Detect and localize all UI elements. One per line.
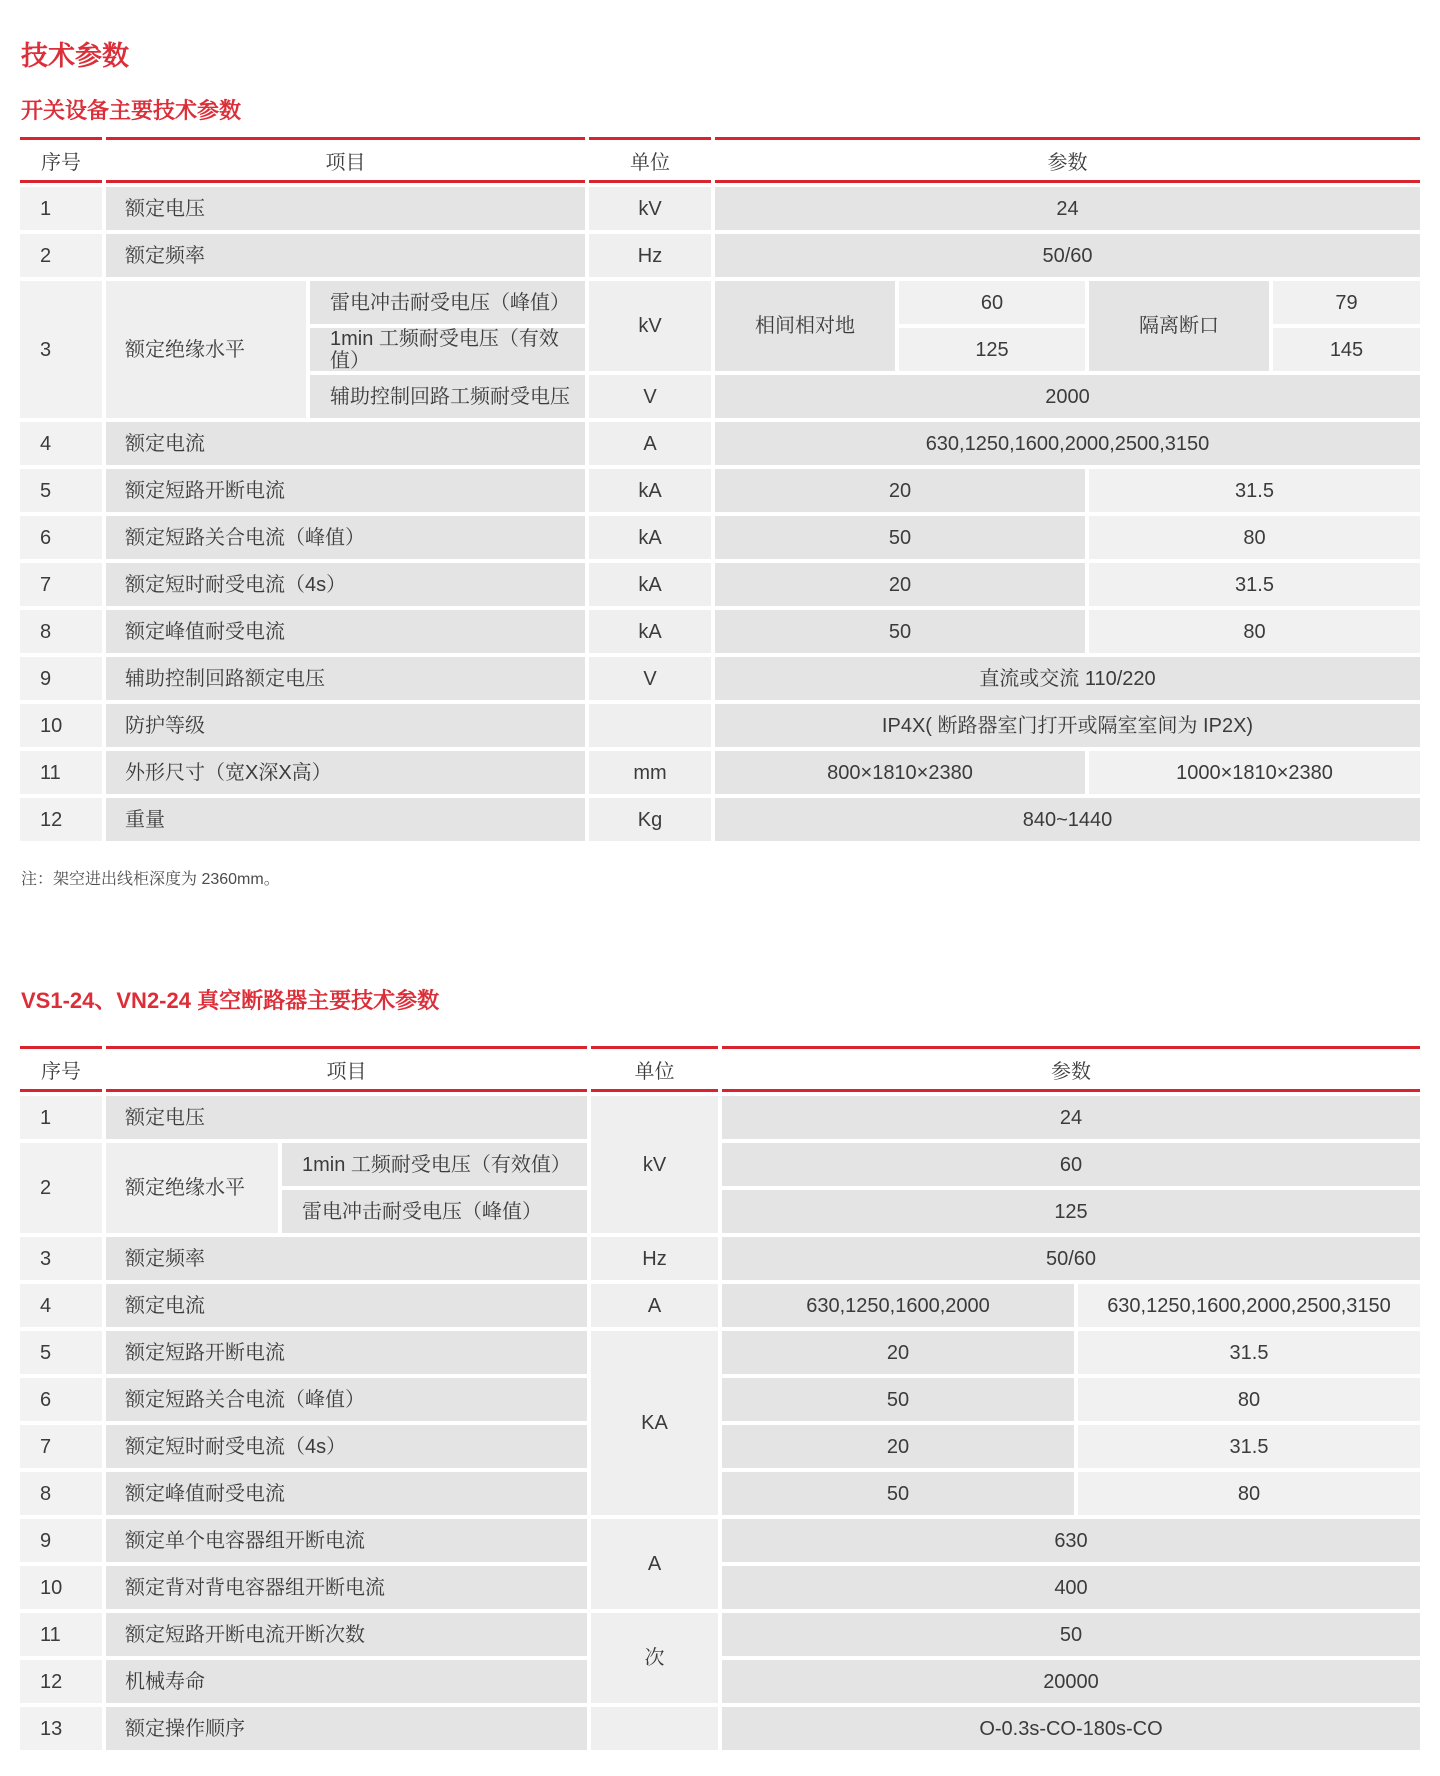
t2-r11-no: 11 (20, 1613, 102, 1656)
t1-r9-unit: V (589, 657, 711, 700)
t2-r9-unit: A (591, 1519, 718, 1609)
t1-r3-sub2: 1min 工频耐受电压（有效值） (310, 328, 585, 371)
t2-r1-param: 24 (722, 1096, 1420, 1139)
t2-r2-param-sub2: 125 (722, 1190, 1420, 1233)
t1-r11-item: 外形尺寸（宽X深X高） (106, 751, 585, 794)
t1-r2-no: 2 (20, 234, 102, 277)
t1-r2-param: 50/60 (715, 234, 1420, 277)
t1-r3-unit-kv: kV (589, 281, 711, 371)
t2-r9-no: 9 (20, 1519, 102, 1562)
t1-r1-unit: kV (589, 187, 711, 230)
t2-r2-param-sub1: 60 (722, 1143, 1420, 1186)
t2-r9-item: 额定单个电容器组开断电流 (106, 1519, 587, 1562)
t1-r5-unit: kA (589, 469, 711, 512)
t2-r4-param-a: 630,1250,1600,2000 (722, 1284, 1074, 1327)
t2-r10-item: 额定背对背电容器组开断电流 (106, 1566, 587, 1609)
t1-r7-param-b: 31.5 (1089, 563, 1420, 606)
t1-r11-unit: mm (589, 751, 711, 794)
t1-r8-unit: kA (589, 610, 711, 653)
t1-r12-unit: Kg (589, 798, 711, 841)
t2-r5-param-a: 20 (722, 1331, 1074, 1374)
table1-header (20, 137, 1420, 183)
t1-header-unit: 单位 (589, 137, 711, 183)
t2-r9-param: 630 (722, 1519, 1420, 1562)
t1-header-item: 项目 (106, 137, 585, 183)
t2-header-param: 参数 (722, 1046, 1420, 1092)
t1-r4-unit: A (589, 422, 711, 465)
t2-r8-param-b: 80 (1078, 1472, 1420, 1515)
t2-r1-unit: kV (591, 1096, 718, 1233)
section2-title: VS1-24、VN2-24 真空断路器主要技术参数 (21, 988, 440, 1013)
t2-r4-param-b: 630,1250,1600,2000,2500,3150 (1078, 1284, 1420, 1327)
t2-r8-param-a: 50 (722, 1472, 1074, 1515)
t2-r11-item: 额定短路开断电流开断次数 (106, 1613, 587, 1656)
section1-title: 开关设备主要技术参数 (21, 98, 242, 123)
t1-r3-sub3: 辅助控制回路工频耐受电压 (310, 375, 585, 418)
t1-r3-group2-bottom: 145 (1273, 328, 1420, 371)
t2-r4-unit: A (591, 1284, 718, 1327)
t2-r6-param-a: 50 (722, 1378, 1074, 1421)
t1-r8-no: 8 (20, 610, 102, 653)
t2-r2-no: 2 (20, 1143, 102, 1233)
t2-r10-no: 10 (20, 1566, 102, 1609)
t1-r3-param-sub3: 2000 (715, 375, 1420, 418)
table1-body (20, 187, 1420, 841)
t2-r7-param-a: 20 (722, 1425, 1074, 1468)
table2-body (20, 1096, 1420, 1750)
t1-r4-param: 630,1250,1600,2000,2500,3150 (715, 422, 1420, 465)
t1-r6-item: 额定短路关合电流（峰值） (106, 516, 585, 559)
table2-header (20, 1046, 1420, 1092)
switchgear-parameters-table (20, 137, 1420, 841)
t2-r1-item: 额定电压 (106, 1096, 587, 1139)
t1-r8-item: 额定峰值耐受电流 (106, 610, 585, 653)
t1-r7-param-a: 20 (715, 563, 1085, 606)
t1-r3-group1-label: 相间相对地 (715, 281, 895, 371)
t1-r6-unit: kA (589, 516, 711, 559)
t2-r12-no: 12 (20, 1660, 102, 1703)
t2-r6-no: 6 (20, 1378, 102, 1421)
t1-r5-param-a: 20 (715, 469, 1085, 512)
t2-r7-param-b: 31.5 (1078, 1425, 1420, 1468)
t2-r13-param: O-0.3s-CO-180s-CO (722, 1707, 1420, 1750)
t2-r5-param-b: 31.5 (1078, 1331, 1420, 1374)
t1-r12-no: 12 (20, 798, 102, 841)
t1-r12-param: 840~1440 (715, 798, 1420, 841)
t2-r8-item: 额定峰值耐受电流 (106, 1472, 587, 1515)
t1-r10-unit (589, 704, 711, 747)
t2-r3-item: 额定频率 (106, 1237, 587, 1280)
t1-r3-group2-label: 隔离断口 (1089, 281, 1269, 371)
t1-r10-param: IP4X( 断路器室门打开或隔室室间为 IP2X) (715, 704, 1420, 747)
t1-r5-item: 额定短路开断电流 (106, 469, 585, 512)
t1-r10-item: 防护等级 (106, 704, 585, 747)
t2-r2-sub2: 雷电冲击耐受电压（峰值） (282, 1190, 587, 1233)
t2-r6-item: 额定短路关合电流（峰值） (106, 1378, 587, 1421)
t2-header-unit: 单位 (591, 1046, 718, 1092)
t2-r3-param: 50/60 (722, 1237, 1420, 1280)
t1-r3-no: 3 (20, 281, 102, 418)
t2-r13-no: 13 (20, 1707, 102, 1750)
t1-r6-param-a: 50 (715, 516, 1085, 559)
t2-r12-param: 20000 (722, 1660, 1420, 1703)
t1-r2-unit: Hz (589, 234, 711, 277)
t1-r12-item: 重量 (106, 798, 585, 841)
vacuum-breaker-parameters-table (20, 1046, 1420, 1750)
t1-r2-item: 额定频率 (106, 234, 585, 277)
table1-footnote: 注：架空进出线柜深度为 2360mm。 (21, 871, 280, 888)
t1-r11-param-b: 1000×1810×2380 (1089, 751, 1420, 794)
t1-r1-param: 24 (715, 187, 1420, 230)
t1-r3-group1-top: 60 (899, 281, 1085, 324)
t1-r9-item: 辅助控制回路额定电压 (106, 657, 585, 700)
t1-r9-no: 9 (20, 657, 102, 700)
t1-r11-no: 11 (20, 751, 102, 794)
t2-header-item: 项目 (106, 1046, 587, 1092)
t2-r4-item: 额定电流 (106, 1284, 587, 1327)
t1-r5-param-b: 31.5 (1089, 469, 1420, 512)
t1-r10-no: 10 (20, 704, 102, 747)
t1-r3-unit-v: V (589, 375, 711, 418)
t2-r7-no: 7 (20, 1425, 102, 1468)
t1-r3-item: 额定绝缘水平 (106, 281, 306, 418)
t2-r10-param: 400 (722, 1566, 1420, 1609)
t2-r5-unit: KA (591, 1331, 718, 1515)
t2-r13-unit (591, 1707, 718, 1750)
t2-r4-no: 4 (20, 1284, 102, 1327)
t2-r5-no: 5 (20, 1331, 102, 1374)
t2-r11-param: 50 (722, 1613, 1420, 1656)
t1-r3-group1-bottom: 125 (899, 328, 1085, 371)
t1-header-param: 参数 (715, 137, 1420, 183)
t1-r7-item: 额定短时耐受电流（4s） (106, 563, 585, 606)
t1-r11-param-a: 800×1810×2380 (715, 751, 1085, 794)
t1-r7-unit: kA (589, 563, 711, 606)
t2-r8-no: 8 (20, 1472, 102, 1515)
t2-r2-item: 额定绝缘水平 (106, 1143, 278, 1233)
t2-header-no: 序号 (20, 1046, 102, 1092)
t1-r1-no: 1 (20, 187, 102, 230)
t2-r3-no: 3 (20, 1237, 102, 1280)
t1-r6-no: 6 (20, 516, 102, 559)
t1-r6-param-b: 80 (1089, 516, 1420, 559)
t1-r7-no: 7 (20, 563, 102, 606)
t2-r3-unit: Hz (591, 1237, 718, 1280)
t2-r11-unit: 次 (591, 1613, 718, 1703)
t1-r8-param-b: 80 (1089, 610, 1420, 653)
t2-r7-item: 额定短时耐受电流（4s） (106, 1425, 587, 1468)
t1-r5-no: 5 (20, 469, 102, 512)
t1-r3-group2-top: 79 (1273, 281, 1420, 324)
t2-r2-sub1: 1min 工频耐受电压（有效值） (282, 1143, 587, 1186)
t1-r4-no: 4 (20, 422, 102, 465)
t2-r12-item: 机械寿命 (106, 1660, 587, 1703)
t1-r3-sub1: 雷电冲击耐受电压（峰值） (310, 281, 585, 324)
t1-header-no: 序号 (20, 137, 102, 183)
t1-r1-item: 额定电压 (106, 187, 585, 230)
t2-r13-item: 额定操作顺序 (106, 1707, 587, 1750)
page-title: 技术参数 (21, 41, 129, 71)
t1-r4-item: 额定电流 (106, 422, 585, 465)
t2-r5-item: 额定短路开断电流 (106, 1331, 587, 1374)
t2-r1-no: 1 (20, 1096, 102, 1139)
t1-r8-param-a: 50 (715, 610, 1085, 653)
t2-r6-param-b: 80 (1078, 1378, 1420, 1421)
t1-r9-param: 直流或交流 110/220 (715, 657, 1420, 700)
